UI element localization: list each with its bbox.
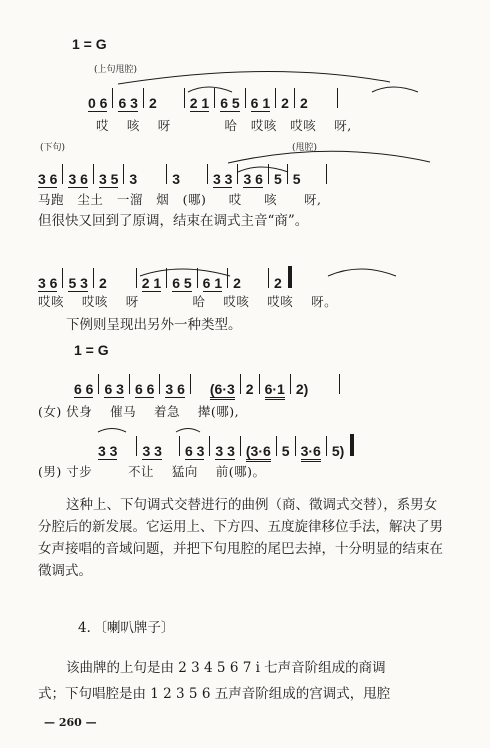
note-group: 2 bbox=[148, 95, 157, 111]
note-group: 6 3 bbox=[104, 381, 124, 397]
note-group: 3 3 bbox=[142, 443, 162, 459]
note-group: 6 6 bbox=[74, 381, 94, 397]
barline bbox=[227, 268, 228, 288]
barline bbox=[339, 374, 340, 394]
prose-paragraph-2: 下例则呈现出另外一种类型。 bbox=[66, 317, 242, 333]
prose-paragraph-3: 这种上、下句调式交替进行的曲例（商、徵调式交替），系男女分腔后的新发展。它运用上、下方四、五度旋律移位手法，解决了男女声接唱的音域问题，并把下句甩腔的尾巴去掉，十分明显的结束在徵调式。 bbox=[38, 497, 443, 579]
lyrics-row-2: 马跑 尘土 一溜 烟 (哪) 哎 咳 呀, bbox=[38, 192, 322, 207]
prose-paragraph-4-line-2: 式；下句唱腔是由 1 2 3 5 6 五声音阶组成的宫调式，甩腔 bbox=[38, 686, 391, 702]
note-group: 5 3 bbox=[68, 275, 88, 291]
barline bbox=[129, 374, 130, 394]
note-group: 6 6 bbox=[134, 381, 155, 397]
note-group: 2 bbox=[299, 95, 308, 111]
notation-row-2 bbox=[38, 164, 332, 188]
barline bbox=[207, 164, 208, 184]
barline bbox=[190, 374, 191, 394]
note-group: 3 6 bbox=[68, 171, 88, 187]
note-group: 2 bbox=[98, 275, 107, 291]
barline bbox=[214, 88, 215, 108]
lyrics-row-4: (女) 伏身 催马 着急 撵(哪), bbox=[38, 404, 240, 419]
barline bbox=[326, 164, 327, 184]
note-group: 6·1 bbox=[265, 381, 285, 400]
barline bbox=[337, 88, 338, 108]
note-group: 6 3 bbox=[118, 95, 138, 111]
barline bbox=[268, 268, 269, 288]
note-group: 6 3 bbox=[184, 443, 205, 459]
barline bbox=[237, 164, 238, 184]
barline bbox=[123, 164, 124, 184]
barline bbox=[166, 164, 167, 184]
barline bbox=[136, 268, 137, 288]
section-heading: 4．〔喇叭牌子〕 bbox=[78, 620, 175, 636]
lyrics-row-3: 哎咳 哎咳 呀 哈 哎咳 哎咳 呀。 bbox=[38, 294, 338, 309]
barline bbox=[93, 164, 94, 184]
note-group: 5) bbox=[331, 443, 345, 459]
barline bbox=[326, 436, 327, 456]
note-group: 6 1 bbox=[202, 275, 223, 291]
note-group: 3 3 bbox=[215, 443, 235, 459]
barline bbox=[275, 88, 276, 108]
note-group: 2 1 bbox=[189, 95, 210, 111]
note-group: 3 3 bbox=[213, 171, 233, 187]
barline bbox=[166, 268, 167, 288]
note-group: 3 6 bbox=[38, 275, 58, 291]
note-group: 2 bbox=[245, 381, 254, 397]
note-group: 5 bbox=[281, 443, 290, 459]
note-group: 3 bbox=[172, 171, 180, 187]
note-group: 3 6 bbox=[243, 171, 263, 187]
notation-row-3 bbox=[38, 266, 292, 292]
lyrics-row-5: (男) 寸步 不让 猛向 前(哪)。 bbox=[38, 464, 266, 479]
note-group: (6·3 bbox=[210, 381, 235, 400]
barline bbox=[62, 268, 63, 288]
barline bbox=[93, 268, 94, 288]
barline bbox=[240, 374, 241, 394]
barline bbox=[209, 436, 210, 456]
note-group: 6 5 bbox=[172, 275, 192, 291]
note-group: 2 bbox=[233, 275, 241, 291]
note-group: 2) bbox=[295, 381, 309, 397]
barline bbox=[240, 436, 241, 456]
lyrics-row-1: 哎 咳 呀 哈 哎咳 哎咳 呀, bbox=[96, 118, 352, 133]
barline bbox=[98, 374, 99, 394]
note-group: 3 bbox=[129, 171, 138, 187]
barline bbox=[184, 88, 185, 108]
note-group: 3 6 bbox=[38, 171, 58, 187]
page-number: — 260 — bbox=[44, 716, 97, 729]
key-signature-2: 1 = G bbox=[74, 342, 109, 358]
final-barline bbox=[288, 266, 292, 288]
barline bbox=[290, 374, 291, 394]
prose-paragraph-1: 但很快又回到了原调，结束在调式主音“商”。 bbox=[38, 213, 309, 229]
note-group: 2 1 bbox=[141, 275, 162, 291]
barline bbox=[62, 164, 63, 184]
note-group: 2 bbox=[281, 95, 289, 111]
barline bbox=[294, 88, 295, 108]
annotation-upper-phrase-melisma: (上句甩腔) bbox=[94, 65, 138, 75]
annotation-melisma: (甩腔) bbox=[292, 143, 318, 153]
barline bbox=[143, 88, 144, 108]
note-group: (3·6 bbox=[246, 443, 271, 462]
notation-row-5 bbox=[98, 434, 354, 462]
note-group: 5 bbox=[292, 171, 301, 187]
note-group: 3 5 bbox=[98, 171, 119, 187]
barline bbox=[179, 436, 180, 456]
note-group: 6 5 bbox=[220, 95, 240, 111]
notation-row-4 bbox=[74, 374, 345, 400]
barline bbox=[295, 436, 296, 456]
note-group: 2 bbox=[273, 275, 282, 291]
barline bbox=[276, 436, 277, 456]
final-barline bbox=[350, 434, 354, 456]
barline bbox=[136, 436, 137, 456]
annotation-lower-phrase: (下句) bbox=[40, 143, 66, 153]
note-group: 5 bbox=[273, 171, 282, 187]
note-group: 3·6 bbox=[301, 443, 321, 462]
note-group: 0 6 bbox=[88, 95, 108, 111]
barline bbox=[245, 88, 246, 108]
barline bbox=[159, 374, 160, 394]
barline bbox=[197, 268, 198, 288]
notation-row-1 bbox=[88, 88, 343, 112]
note-group: 3 6 bbox=[165, 381, 185, 397]
note-group: 3 3 bbox=[98, 443, 118, 459]
prose-paragraph-4-line-1: 该曲牌的上句是由 2 3 4 5 6 7 i 七声音阶组成的商调 bbox=[66, 660, 386, 676]
key-signature-1: 1 = G bbox=[72, 36, 107, 52]
barline bbox=[268, 164, 269, 184]
note-group: 6 1 bbox=[250, 95, 271, 111]
barline bbox=[259, 374, 260, 394]
barline bbox=[287, 164, 288, 184]
barline bbox=[112, 88, 113, 108]
